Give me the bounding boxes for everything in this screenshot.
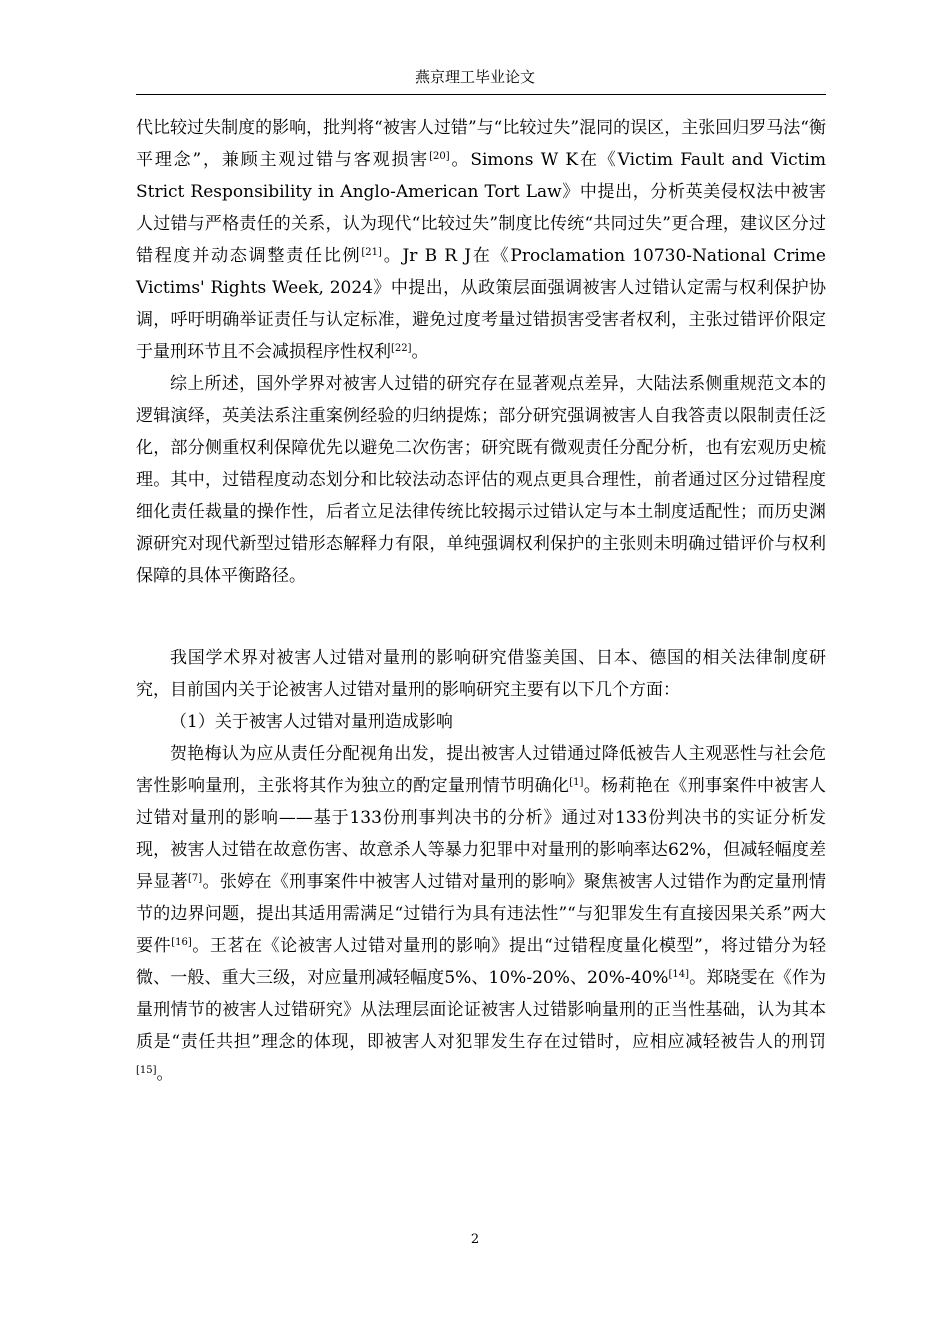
text-run: 贺艳梅认为应从责任分配视角出发，提出被害人过错通过降低被告人主观恶性与社会危害性影响量刑，主张将其作为独立的酌定量刑情节明确化 xyxy=(136,744,826,796)
text-run: 代比较过失制度的影响，批判将“被害人过错”与“比较过失”混同的误区，主张回归罗马法“衡平理念”，兼顾主观过错与客观损害 xyxy=(136,118,826,170)
text-run: 。 xyxy=(411,342,429,362)
citation-ref: [15] xyxy=(136,1065,157,1076)
paragraph-domestic-scholars xyxy=(136,738,826,1090)
paragraph-domestic-intro xyxy=(136,642,826,706)
text-run: 。Jr B R J在《Proclamation 10730-National Crime Victims' Rights Week, 2024》中提出，从政策层面强调被害人过错认定需与权利保护协调，呼吁明确举证责任与认定标准，避免过度考量过错损害受害者权利，主张过错评价限定于量刑环节且不会减损程序性权利 xyxy=(136,246,826,362)
text-run: （1）关于被害人过错对量刑造成影响 xyxy=(170,712,453,732)
citation-ref: [22] xyxy=(391,343,412,354)
paragraph-summary xyxy=(136,368,826,592)
list-item-heading xyxy=(136,706,826,738)
page-number: 2 xyxy=(470,1232,480,1247)
page-body xyxy=(136,112,826,1090)
citation-ref: [7] xyxy=(188,873,203,884)
citation-ref: [16] xyxy=(171,937,192,948)
citation-ref: [1] xyxy=(569,777,584,788)
text-run: 。杨莉艳在《刑事案件中被害人过错对量刑的影响——基于133份刑事判决书的分析》通过对133份判决书的实证分析发现，被害人过错在故意伤害、故意杀人等暴力犯罪中对量刑的影响率达62%，但减轻幅度差异显著 xyxy=(136,776,827,892)
text-run: 我国学术界对被害人过错对量刑的影响研究借鉴美国、日本、德国的相关法律制度研究，目前国内关于论被害人过错对量刑的影响研究主要有以下几个方面： xyxy=(136,648,826,700)
citation-ref: [14] xyxy=(668,969,689,980)
section-heading xyxy=(136,604,826,636)
text-run: 。Simons W K在《Victim Fault and Victim Strict Responsibility in Anglo-American Tort Law》中提出，分析英美侵权法中被害人过错与严格责任的关系，认为现代“比较过失”制度比传统“共同过失”更合理，建议区分过错程度并动态调整责任比例 xyxy=(136,150,826,266)
citation-ref: [21] xyxy=(361,247,382,258)
page-header-title: 燕京理工毕业论文 xyxy=(414,68,535,86)
text-run: 。张婷在《刑事案件中被害人过错对量刑的影响》聚焦被害人过错作为酌定量刑情节的边界问题，提出其适用需满足“过错行为具有违法性”“与犯罪发生有直接因果关系”两大要件 xyxy=(136,872,827,956)
text-run: 综上所述，国外学界对被害人过错的研究存在显著观点差异，大陆法系侧重规范文本的逻辑演绎，英美法系注重案例经验的归纳提炼；部分研究强调被害人自我答责以限制责任泛化，部分侧重权利保障优先以避免二次伤害；研究既有微观责任分配分析，也有宏观历史梳理。其中，过错程度动态划分和比较法动态评估的观点更具合理性，前者通过区分过错程度细化责任裁量的操作性，后者立足法律传统比较揭示过错认定与本土制度适配性；而历史渊源研究对现代新型过错形态解释力有限，单纯强调权利保护的主张则未明确过错评价与权利保障的具体平衡路径。 xyxy=(136,374,826,586)
citation-ref: [20] xyxy=(429,151,450,162)
text-run: 。郑晓雯在《作为量刑情节的被害人过错研究》从法理层面论证被害人过错影响量刑的正当性基础，认为其本质是“责任共担”理念的体现，即被害人对犯罪发生存在过错时，应相应减轻被告人的刑罚 xyxy=(136,968,826,1052)
text-run: 。王茗在《论被害人过错对量刑的影响》提出“过错程度量化模型”，将过错分为轻微、一般、重大三级，对应量刑减轻幅度5%、10%-20%、20%-40% xyxy=(136,936,826,988)
header-rule xyxy=(136,94,826,95)
text-run: 。 xyxy=(156,1064,174,1084)
paragraph-foreign-scholars-continued xyxy=(136,112,826,368)
